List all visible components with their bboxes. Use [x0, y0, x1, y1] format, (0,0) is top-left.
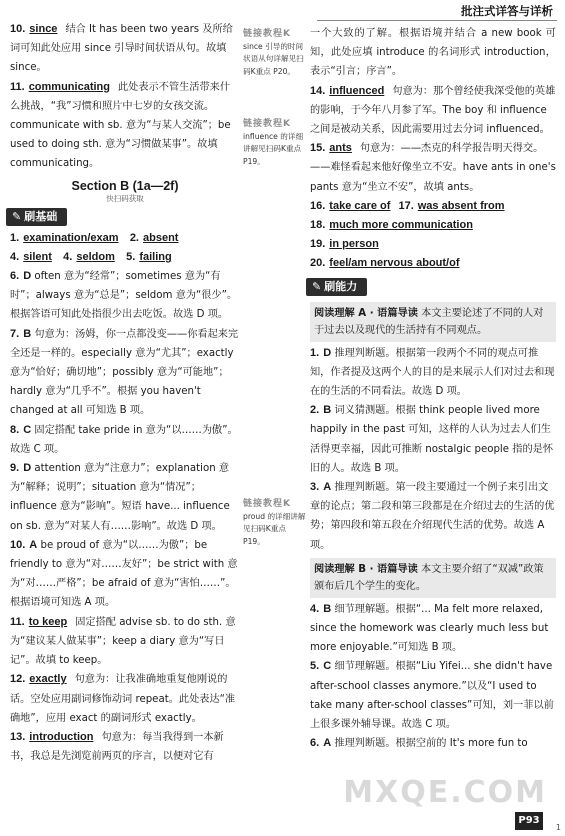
explanation-text: 细节理解题。根据“Liu Yifei... she didn't have after-school classes anymore.”以及“I used to take many after-school classes”可知，刘一菲以前上很多课外辅导课。故选 C 项。 — [310, 661, 554, 731]
answer-text: D — [323, 346, 332, 359]
answer-text: C — [323, 660, 332, 673]
item-number: 11. — [10, 615, 25, 628]
note-text: influence 的详细讲解见扫码K重点 P19。 — [243, 131, 304, 166]
watermark: MXQE.COM — [343, 775, 547, 810]
explanation-text: be proud of 意为“以……为傲”；be friendly to 意为“对……友好”；be strict with 意为“对……严格”；be afraid of 意为“害怕……”。根据语境可知选 A 项。 — [10, 539, 238, 609]
header-title: 批注式详答与详析 — [461, 4, 553, 18]
margin-note — [243, 118, 309, 168]
reading-guide — [310, 558, 556, 598]
note-tag: 链接教程K — [243, 29, 291, 39]
item-number: 9. — [10, 462, 20, 475]
guide-text: 本文主要介绍了“双减”政策颁布后几个学生的变化。 — [314, 563, 544, 592]
item-number: 7. — [10, 327, 20, 340]
page-number: P93 — [515, 812, 543, 830]
answer-text: A — [29, 538, 38, 551]
item-number: 11. — [10, 80, 25, 93]
item-number: 2. — [129, 231, 139, 244]
reading-guide — [310, 302, 556, 342]
item-number: 6. — [10, 270, 20, 283]
margin-notes — [243, 20, 309, 548]
list-item — [10, 325, 240, 421]
explanation-text: often 意为“经常”；sometimes 意为“有时”；always 意为“总是”；seldom 意为“很少”。根据答语可知此处指很少出去吃饭。故选 D 项。 — [10, 271, 238, 321]
list-item — [10, 536, 240, 613]
list-item — [310, 600, 556, 658]
answer-text: B — [323, 404, 332, 417]
item-number: 12. — [10, 673, 26, 686]
answer-text: was absent from — [417, 199, 505, 212]
list-item — [310, 401, 556, 478]
guide-text: 本文主要论述了不同的人对于过去以及现代的生活持有不同观点。 — [314, 307, 544, 336]
answer-text: examination/exam — [23, 231, 119, 244]
answer-text: much more communication — [329, 219, 473, 232]
pencil-icon: ✎ — [12, 209, 22, 223]
note-text: since 引导的时间状语从句详解见扫码K重点 P20。 — [243, 41, 304, 76]
margin-note — [243, 28, 309, 78]
section-banner — [6, 208, 67, 226]
explanation-text: 此处表示不管生活带来什么挑战，“我”习惯和照片中七岁的女孩交流。communicate with sb. 意为“与某人交流”；be used to doing sth. 意为“习惯做某事”。故填 communicating。 — [10, 81, 231, 170]
answer-row — [310, 235, 556, 254]
explanation-text: 推理判断题。根据空前的 It's more fun to — [334, 738, 528, 750]
section-subtitle: 快扫码获取 — [106, 193, 144, 203]
section-title: Section B (1a—2f) — [71, 178, 179, 193]
item-number: 18. — [310, 219, 326, 232]
list-item — [10, 459, 240, 536]
answer-text: ants — [329, 142, 352, 155]
explanation-text: 词义猜测题。根据 think people lived more happily in the past 可知，这样的人认为过去人们生活得更幸福，因此可推断 nostalgic people 指的是怀旧的人。故选 B 项。 — [310, 405, 554, 474]
banner-label: 刷基础 — [24, 209, 58, 223]
item-number: 19. — [310, 238, 326, 251]
item-number: 10. — [10, 23, 26, 35]
answer-text: C — [23, 423, 32, 436]
list-item — [10, 267, 240, 325]
guide-title: 阅读理解 A · 语篇导读 — [314, 307, 418, 319]
answer-text: influenced — [329, 84, 385, 97]
item-number: 5. — [310, 660, 320, 673]
list-item — [10, 670, 240, 728]
margin-note — [243, 498, 309, 548]
explanation-text: 推理判断题。第一段主要通过一个例子来引出文章的论点；第二段和第三段都是在介绍过去的生活的优势；第四段和第五段在介绍现代生活的优势。故选 A 项。 — [310, 482, 555, 551]
item-number: 13. — [10, 730, 26, 743]
item-number: 1. — [310, 346, 320, 359]
guide-title: 阅读理解 B · 语篇导读 — [314, 563, 418, 575]
explanation-text: 推理判断题。根据第一段两个不同的观点可推知，作者提及这两个人的目的是来展示人们对过去和现在的生活的不同看法。故选 D 项。 — [310, 347, 555, 398]
item-number: 14. — [310, 84, 326, 97]
item-number: 1. — [10, 231, 20, 244]
answer-text: communicating — [28, 80, 110, 93]
item-number: 5. — [126, 250, 136, 263]
answer-text: since — [29, 23, 58, 35]
answer-row — [310, 254, 556, 273]
list-item — [310, 734, 556, 753]
answer-text: absent — [143, 231, 179, 244]
explanation-text: 句意为：汤姆，你一点都没变——你看起来完全还是一样的。especially 意为“尤其”；exactly 意为“恰好；确切地”；possibly 意为“可能地”；hardly 意为“几乎不”。根据 you haven't changed at all 可知选 B 项。 — [10, 328, 239, 417]
item-number: 4. — [310, 602, 320, 615]
explanation-text: 固定搭配 take pride in 意为“以……为傲”。故选 C 项。 — [10, 424, 238, 455]
item-number: 20. — [310, 257, 326, 270]
explanation-text: 句意为：——杰克的科学报告明天得交。——难怪看起来他好像坐立不安。have ants in one's pants 意为“坐立不安”，故填 ants。 — [310, 143, 556, 193]
answer-text: A — [323, 737, 332, 750]
explanation-text: 句意为：每当我得到一本新书，我总是先浏览前两页的序言，以便对它有 — [10, 731, 224, 763]
list-item — [10, 78, 240, 174]
pencil-icon: ✎ — [312, 279, 322, 293]
left-column — [10, 20, 240, 766]
answer-text: failing — [139, 250, 172, 263]
answer-text: take care of — [329, 199, 391, 212]
list-item — [310, 478, 556, 555]
answer-text: A — [323, 481, 332, 494]
note-tag: 链接教程K — [243, 119, 291, 129]
explanation-text: 句意为：让我准确地重复他刚说的话。空处应用副词修饰动词 repeat。此处表达“准确地”，应用 exact 的副词形式 exactly。 — [10, 674, 236, 724]
list-item — [310, 82, 556, 140]
answer-text: seldom — [76, 250, 115, 263]
continuation-text: 一个大致的了解。根据语境并结合 a new book 可知，此处应填 introduce 的名词形式 introduction，表示“引言；序言”。 — [310, 28, 556, 78]
list-item — [310, 657, 556, 734]
explanation-text: 固定搭配 advise sb. to do sth. 意为“建议某人做某事”；keep a diary 意为“写日记”。故填 to keep。 — [10, 616, 236, 667]
answer-row — [10, 229, 240, 248]
item-number: 3. — [310, 481, 320, 494]
answer-text: silent — [23, 250, 52, 263]
item-number: 17. — [398, 199, 414, 212]
answer-row — [310, 197, 556, 216]
right-column — [310, 0, 556, 754]
answer-text: B — [23, 327, 32, 340]
answer-row — [10, 248, 240, 267]
explanation-text: 细节理解题。根据“... Ma felt more relaxed, since the homework was clearly much less but more enjoyable.”可知选 B 项。 — [310, 603, 549, 654]
explanation-text: attention 意为“注意力”；explanation 意为“解释；说明”；situation 意为“情况”；influence 意为“影响”。短语 have... influence on sb. 意为“对某人有……影响”。故选 D 项。 — [10, 463, 230, 532]
banner-label: 刷能力 — [324, 279, 358, 293]
answer-row — [310, 216, 556, 235]
section-banner — [306, 278, 367, 296]
answer-text: D — [23, 462, 32, 475]
item-number: 8. — [10, 423, 20, 436]
corner-mark: 1 — [555, 823, 561, 832]
item-number: 2. — [310, 404, 320, 417]
item-number: 16. — [310, 199, 326, 212]
item-number: 4. — [10, 250, 20, 263]
explanation-text: 句意为：那个曾经使我深受他的英雄的影响，于今年八月参了军。The boy 和 influence 之间是被动关系，因此需要用过去分词 influenced。 — [310, 85, 556, 136]
answer-text: in person — [329, 238, 379, 251]
item-number: 10. — [10, 538, 26, 551]
list-item — [10, 20, 240, 78]
answer-text: feel/am nervous about/of — [329, 257, 460, 270]
item-number: 15. — [310, 142, 326, 155]
list-item — [10, 613, 240, 671]
answer-text: introduction — [29, 730, 94, 743]
answer-text: D — [23, 270, 32, 283]
list-item — [10, 421, 240, 459]
list-item — [10, 728, 240, 766]
answer-text: B — [323, 602, 332, 615]
answer-text: exactly — [29, 673, 67, 686]
answer-text: to keep — [28, 615, 68, 628]
note-tag: 链接教程K — [243, 499, 291, 509]
explanation-text: 结合 It has been two years 及所给词可知此处应用 since 引导时间状语从句。故填 since。 — [10, 24, 233, 74]
note-text: proud 的详细讲解见扫码K重点 P19。 — [243, 511, 306, 546]
item-number: 6. — [310, 737, 320, 750]
list-item — [310, 344, 556, 402]
list-item — [310, 139, 556, 197]
item-number: 4. — [63, 250, 73, 263]
